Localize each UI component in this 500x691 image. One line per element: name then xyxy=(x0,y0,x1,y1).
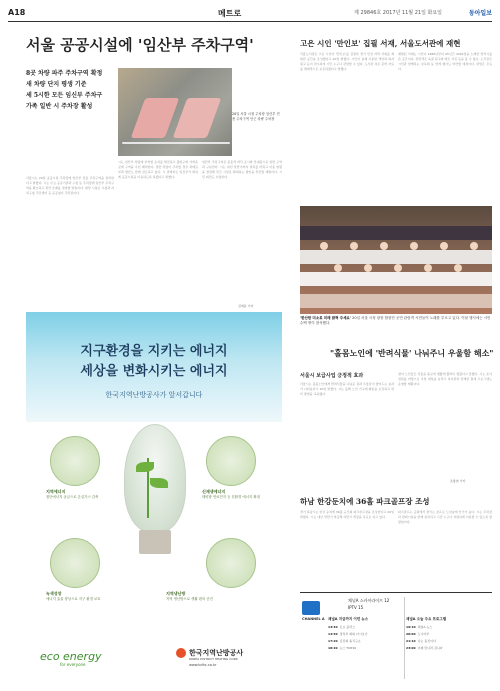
eco-slogan: eco energy xyxy=(40,650,102,663)
channel-number: 채널A 스카이라이프 12 xyxy=(348,598,390,603)
ad-headline: 세상을 변화시키는 에너지 xyxy=(80,364,228,379)
singer-head xyxy=(440,242,448,250)
building-icon xyxy=(206,538,256,588)
singer-head xyxy=(350,242,358,250)
tv-listing: 14:50 정치부 회의 다시보기 xyxy=(328,632,368,636)
ad-headline: 지구환경을 지키는 에너지 xyxy=(80,344,228,359)
body-text: 서울시는 홀몸노인에게 반려식물을 나눠준 결과 우울감이 줄어드는 효과가 나타났다고 20일 밝혔다. 시는 올해 노인 가구에 화분을 보급하고 관리 방법을 교육했다. xyxy=(300,382,394,396)
body-text: 참여 노인들은 식물을 돌보며 생활에 활력이 생겼다고 답했다. 시는 조사 결과를 바탕으로 사업 대상을 늘리고 복지관과 연계한 원예 프로그램도 운영할 계획이다. xyxy=(398,372,492,386)
byline: 조종엽 기자 xyxy=(450,479,466,483)
singer-head xyxy=(334,264,342,272)
parking-line xyxy=(122,142,230,144)
singer-head xyxy=(380,242,388,250)
divider xyxy=(404,597,405,679)
tv-section-title: 채널A 오늘 주요 프로그램 xyxy=(406,617,447,621)
singer-head xyxy=(364,264,372,272)
choir-photo xyxy=(300,206,492,314)
tv-listing: 23:00 이제 만나러 갑니다 xyxy=(406,646,443,650)
deck-line: 새 차량 단지 평생 기준 xyxy=(26,81,87,88)
photo-caption: 20일 서울 시청 주차장 임산부 전용 주차구역 인근 차량 주차장 xyxy=(232,112,280,121)
corp-name: 한국지역난방공사 xyxy=(189,649,244,657)
photo-caption: '한산한 미소로 미래 밝혀 주세요' 20일 서울 시청 광장 합창단 공연 관람객 시민들이 노래를 부르고 있다. 이날 행사에는 시민 수백 명이 참석했다. xyxy=(300,316,491,325)
tree-icon xyxy=(50,538,100,588)
page-number: A18 xyxy=(8,8,26,17)
globe-icon xyxy=(50,436,100,486)
deck-line: 가족 일반 시 주차장 활성 xyxy=(26,103,93,110)
bulb-base xyxy=(139,530,171,554)
body-text: 시는 임산부 차량에 부착할 표지를 발급하고 출입구와 가까운 곳에 구역을 우선 배치한다. 일반 차량이 주차할 경우 과태료 부과 방안도 함께 검토하고 있다. 시 관계자는 임신부가 편하게 공공시설을 이용하도록 하겠다고 말했다. xyxy=(118,160,198,179)
channel-name: CHANNEL A xyxy=(302,617,325,621)
singer-head xyxy=(454,264,462,272)
channel-number: IPTV 15 xyxy=(348,605,364,610)
singer-head xyxy=(424,264,432,272)
body-text: 파크골프는 공원에서 즐기는 골프로 노년층에 인기가 높다. 시는 주차장과 편의시설을 함께 설치하고 시민 누구나 저렴하게 이용할 수 있도록 할 방침이다. xyxy=(398,510,492,524)
headline-plants: "홀몸노인에 '반려식물' 나눠주니 우울함 해소" xyxy=(330,348,494,358)
headline-parking: 서울 공공시설에 '임산부 주차구역' xyxy=(26,36,254,54)
corp-name-en: KOREA DISTRICT HEATING CORP. xyxy=(189,657,238,661)
deck-line: 8곳 차량 파주 주차구역 확정 xyxy=(26,70,103,77)
solar-icon xyxy=(206,436,256,486)
headline-golf: 하남 한강둔치에 36홀 파크골프장 조성 xyxy=(300,497,430,506)
deck-parking xyxy=(26,68,112,112)
choir-row xyxy=(300,250,492,264)
headline-library: 고은 시인 '만인보' 집필 서재, 서울도서관에 재현 xyxy=(300,39,461,48)
leaf-icon xyxy=(136,462,154,472)
parking-photo xyxy=(118,68,232,156)
paper-name: 동아일보 xyxy=(468,10,492,17)
masthead xyxy=(8,6,492,22)
tv-listing: 21:10 나는 몸신이다 xyxy=(406,639,436,643)
kdhc-logo-icon xyxy=(176,648,186,658)
tv-listing: 20:00 도시어부 xyxy=(406,632,430,636)
body-text: 서울시는 20일 공공시설 주차장에 임산부 전용 주차구역을 설치한다고 밝혔다. 시는 주요 공공기관과 구청 등 주차장에 임산부 주차구역을 확보하고 관련 조례를 정비할 방침이다. 대상 시설은 시청과 자치구청 주민센터 등 공공청사 주차장이다. xyxy=(26,176,114,195)
issue-meta: 제 29846호 2017년 11월 21일 화요일 xyxy=(354,10,442,16)
energy-ad xyxy=(26,312,282,672)
tv-listing: 19:10 채널A 뉴스 xyxy=(406,625,433,629)
singer-head xyxy=(320,242,328,250)
singer-head xyxy=(470,242,478,250)
tv-section-title: 채널A 지금까지 이런 뉴스 xyxy=(328,617,369,621)
body-text: 임산부 주차구역은 분홍색 바닥 표시와 안내판으로 일반 구역과 구분한다. 시는 내년 상반기까지 설치를 마치고 이용 현황을 점검해 민간 시설로 확대하는 방안을 추진할 계획이다. 시민 의견도 수렴한다. xyxy=(202,160,282,179)
choir-row xyxy=(300,226,492,240)
tv-listing: 18:20 뉴스 TOP10 xyxy=(328,646,357,650)
corp-url: www.kdhc.co.kr xyxy=(189,663,217,667)
section-name: 메트로 xyxy=(218,9,242,18)
deck-plants: 서울시 보급사업 긍정적 효과 xyxy=(300,373,364,379)
ad-subline: 한국지역난방공사가 앞서갑니다 xyxy=(105,391,203,399)
leaf-icon xyxy=(150,478,168,488)
channel-a-logo-icon xyxy=(302,601,320,615)
parking-marking xyxy=(173,98,222,138)
ad-label: 지역냉난방 지역 냉난방으로 생활 편의 증진 xyxy=(166,591,213,601)
body-text: 경기 하남시는 한강 둔치에 36홀 규모의 파크골프장을 조성한다고 20일 밝혔다. 시는 내년 상반기 착공해 하반기 개장을 목표로 하고 있다. xyxy=(300,510,394,519)
choir-row xyxy=(300,272,492,286)
ad-label: 녹색성장 에너지 효율 향상으로 지구 환경 보호 xyxy=(46,591,101,601)
ad-label: 지역에너지 집단에너지 공급으로 온실가스 감축 xyxy=(46,489,99,499)
tv-guide xyxy=(300,592,492,680)
tv-listing: 17:20 김진의 돌직구쇼 xyxy=(328,639,361,643)
choir-row xyxy=(300,294,492,308)
body-text: 재현된 서재는 시인이 1986년부터 25년간 4001명을 노래한 연작시를 쓴 공간이다. 관람객은 육필 원고와 메모 사진 등을 볼 수 있다. 도서관은 시인과 함께하는 낭독회 등 연계 행사도 마련할 예정이다. 관람은 무료다. xyxy=(398,52,492,71)
parking-marking xyxy=(131,98,180,138)
tv-listing: 13:40 토요 플러스 xyxy=(328,625,356,629)
eco-subslogan: for everyone xyxy=(60,662,86,667)
ad-label: 신재생에너지 태양광 연료전지 등 친환경 에너지 확대 xyxy=(202,489,260,499)
deck-line: 세 5시한 모든 임신부 주차구 xyxy=(26,92,103,99)
byline: 김예윤 기자 xyxy=(238,304,254,308)
singer-head xyxy=(394,264,402,272)
singer-head xyxy=(410,242,418,250)
body-text: 서울도서관은 고은 시인이 '만인보'를 집필한 경기 안성 자택 서재를 재현한 공간을 조성했다고 20일 밝혔다. 시인이 실제 사용한 책상과 의자 원고 등이 전시되며 시민 누구나 관람할 수 있다. 도서관 측은 문학 자료를 체계적으로 보존하겠다고 말했다. xyxy=(300,52,394,71)
